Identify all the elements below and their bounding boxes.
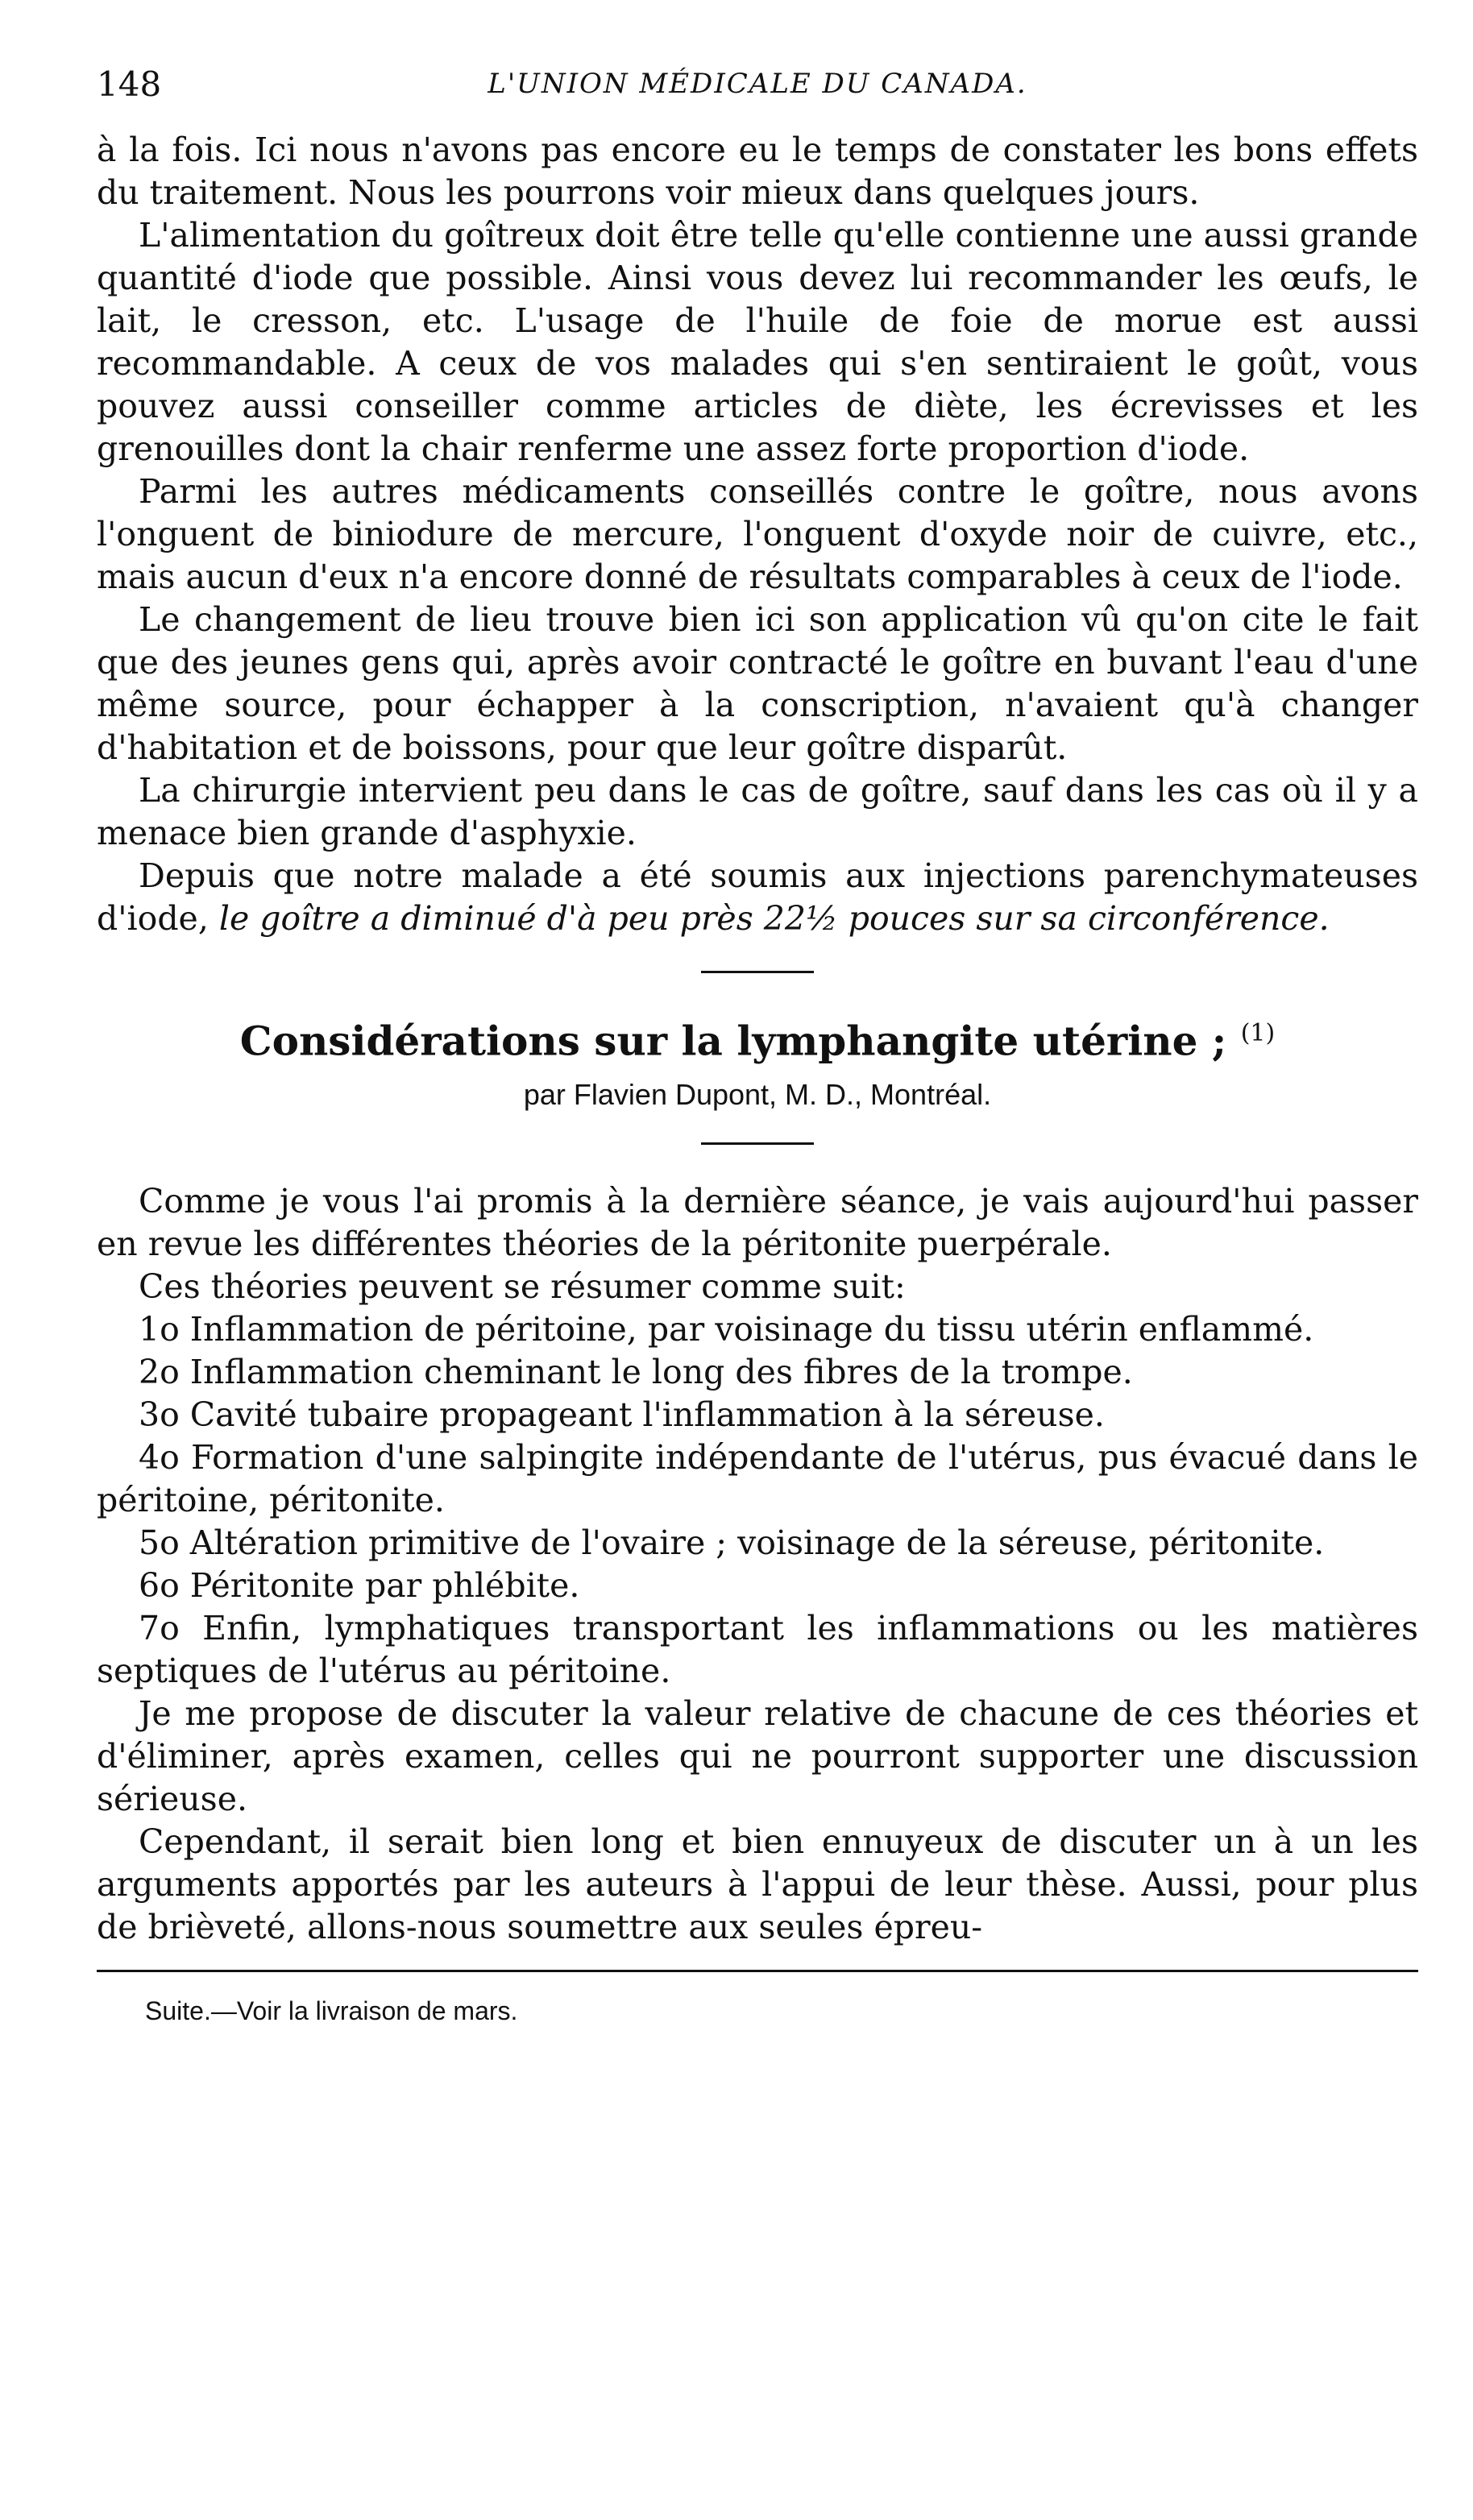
byline: par Flavien Dupont, M. D., Montréal. <box>523 1077 992 1111</box>
footnote-marker: (1) <box>1240 1019 1276 1047</box>
list-item: 7o Enfin, lymphatiques transportant les inflammations ou les matières septiques de l'utérus au péritoine. <box>97 1608 1418 1690</box>
list-item: 4o Formation d'une salpingite indépendante de l'utérus, pus évacué dans le péritoine, péritonite. <box>97 1437 1418 1519</box>
paragraph-text: Depuis que notre malade a été soumis aux injections parenchymateuses d'iode, <box>97 856 1418 938</box>
paragraph: La chirurgie intervient peu dans le cas de goître, sauf dans les cas où il y a menace bien grande d'asphyxie. <box>97 771 1418 852</box>
section-divider <box>701 971 814 973</box>
list-item: 2o Inflammation cheminant le long des fibres de la trompe. <box>139 1352 1133 1391</box>
journal-title: L'UNION MÉDICALE DU CANADA. <box>488 68 1027 100</box>
list-item: 6o Péritonite par phlébite. <box>139 1565 580 1605</box>
paragraph: Cependant, il serait bien long et bien ennuyeux de discuter un à un les arguments apportés par les auteurs à l'appui de leur thèse. Aussi, pour plus de brièveté, allons-nous soumettre aux seules épreu- <box>97 1822 1418 1946</box>
paragraph <box>97 855 1418 940</box>
page <box>97 64 1418 2026</box>
paragraph: Ces théories peuvent se résumer comme suit: <box>139 1266 906 1306</box>
paragraph: Parmi les autres médicaments conseillés contre le goître, nous avons l'onguent de biniodure de mercure, l'onguent d'oxyde noir de cuivre, etc., mais aucun d'eux n'a encore donné de résultats comparables à ceux de l'iode. <box>97 472 1418 596</box>
paragraph: Comme je vous l'ai promis à la dernière séance, je vais aujourd'hui passer en revue les différentes théories de la péritonite puerpérale. <box>97 1181 1418 1263</box>
page-number: 148 <box>97 64 162 104</box>
paragraph: Je me propose de discuter la valeur relative de chacune de ces théories et d'éliminer, après examen, celles qui ne pourront supporter une discussion sérieuse. <box>97 1693 1418 1818</box>
list-item: 3o Cavité tubaire propageant l'inflammation à la séreuse. <box>139 1395 1105 1434</box>
article-title <box>97 1009 1418 1067</box>
list-item: 5o Altération primitive de l'ovaire ; voisinage de la séreuse, péritonite. <box>139 1523 1325 1562</box>
paragraph: à la fois. Ici nous n'avons pas encore eu le temps de constater les bons effets du traitement. Nous les pourrons voir mieux dans quelques jours. <box>97 131 1418 212</box>
footnote: Suite.—Voir la livraison de mars. <box>145 1996 518 2025</box>
article-body <box>97 1180 1418 1949</box>
footnote-rule <box>97 1970 1418 1972</box>
list-item: 1o Inflammation de péritoine, par voisinage du tissu utérin enflammé. <box>139 1309 1314 1349</box>
italic-conclusion: le goître a diminué d'à peu près 22½ pouces sur sa circonférence. <box>218 899 1330 938</box>
paragraph: L'alimentation du goîtreux doit être telle qu'elle contienne une aussi grande quantité d'iode que possible. Ainsi vous devez lui recommander les œufs, le lait, le cresson, etc. L'usage de l'huile de foie de morue est aussi recommandable. A ceux de vos malades qui s'en sentiraient le goût, vous pouvez aussi conseiller comme articles de diète, les écrevisses et les grenouilles dont la chair renferme une assez forte proportion d'iode. <box>97 216 1418 468</box>
section-divider <box>701 1142 814 1145</box>
paragraph: Le changement de lieu trouve bien ici son application vû qu'on cite le fait que des jeunes gens qui, après avoir contracté le goître en buvant l'eau d'une même source, pour échapper à la conscription, n'avaient qu'à changer d'habitation et de boissons, pour que leur goître disparût. <box>97 600 1418 767</box>
previous-article-text <box>97 129 1418 940</box>
article-title-text: Considérations sur la lymphangite utérine ; <box>239 1017 1227 1065</box>
running-head <box>97 64 1418 129</box>
